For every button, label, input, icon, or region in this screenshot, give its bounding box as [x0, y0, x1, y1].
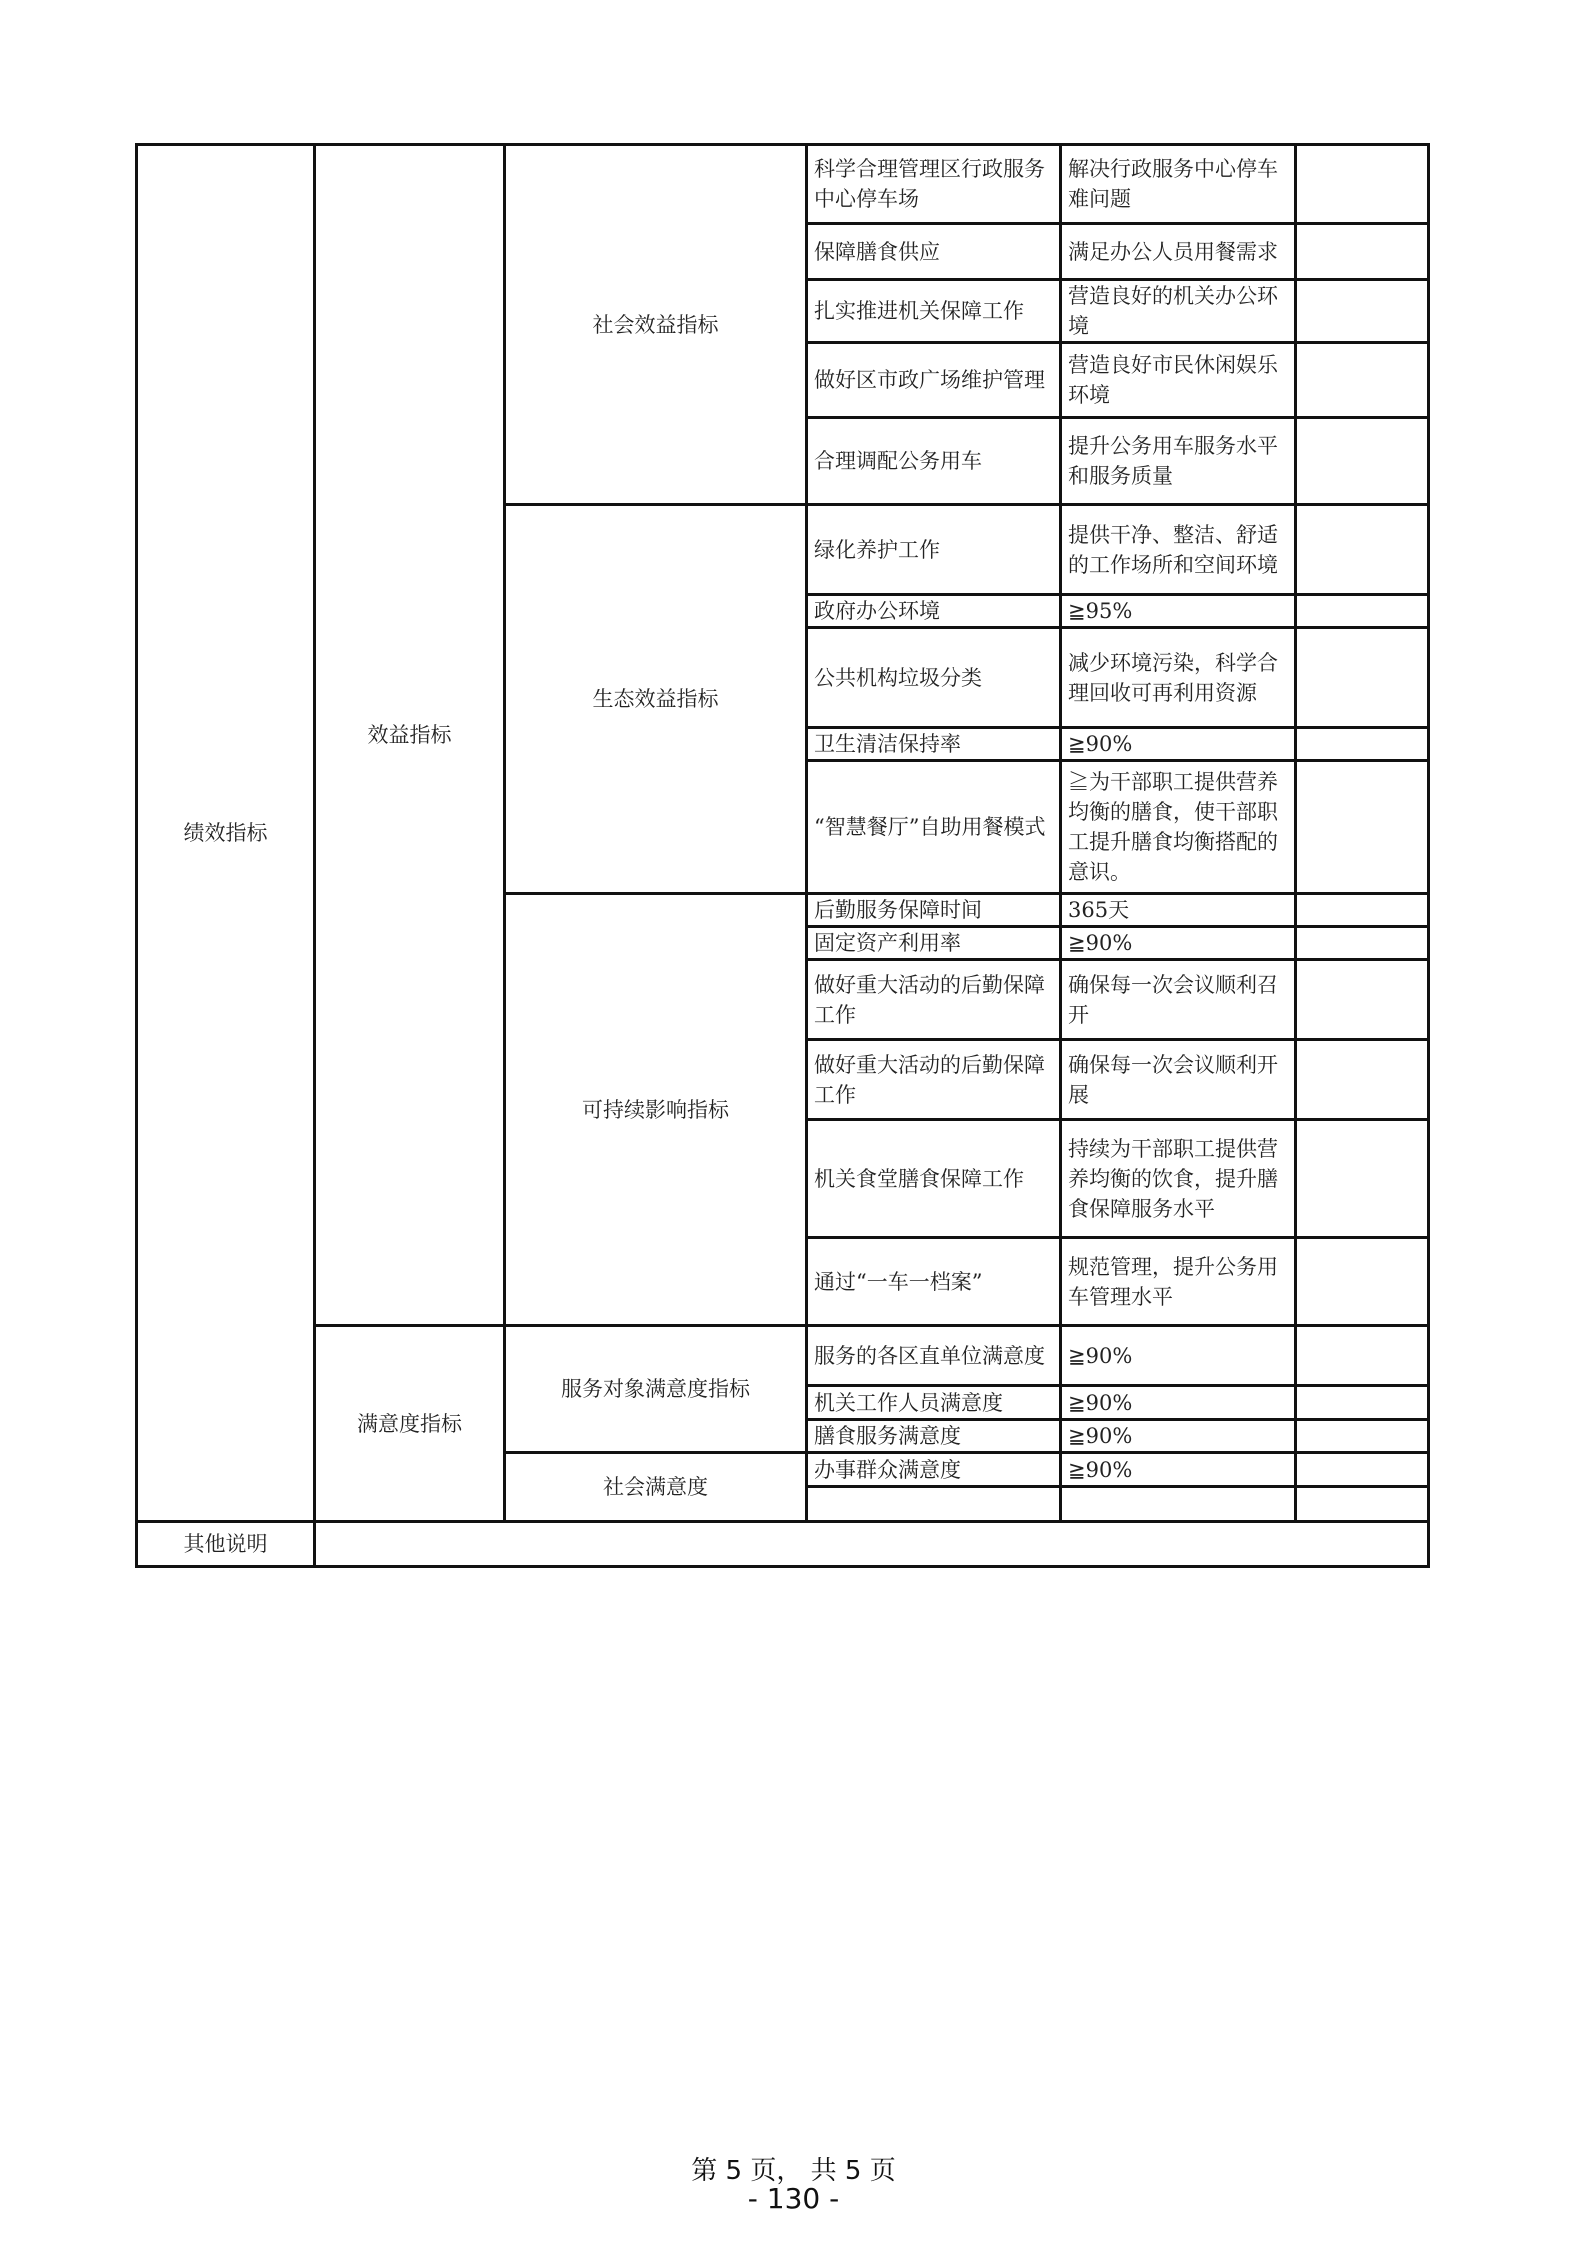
level2-cell-satisfaction: 满意度指标 — [315, 1326, 505, 1522]
indicator-cell: 科学合理管理区行政服务中心停车场 — [807, 145, 1061, 224]
value-cell: ≧95% — [1061, 595, 1296, 628]
value-cell: 满足办公人员用餐需求 — [1061, 224, 1296, 280]
value-cell: 365天 — [1061, 894, 1296, 927]
indicator-cell: 合理调配公务用车 — [807, 418, 1061, 505]
note-cell — [1296, 1487, 1429, 1522]
note-cell — [1296, 761, 1429, 894]
note-cell — [1296, 728, 1429, 761]
note-cell — [1296, 224, 1429, 280]
note-cell — [1296, 628, 1429, 728]
value-cell: ≧90% — [1061, 1453, 1296, 1487]
indicator-cell: 卫生清洁保持率 — [807, 728, 1061, 761]
indicator-cell: 保障膳食供应 — [807, 224, 1061, 280]
level3-cell-sustainable-impact: 可持续影响指标 — [505, 894, 807, 1326]
note-cell — [1296, 1040, 1429, 1120]
indicator-cell — [807, 1487, 1061, 1522]
value-cell: ≧90% — [1061, 728, 1296, 761]
level3-cell-service-target-satisfaction: 服务对象满意度指标 — [505, 1326, 807, 1453]
indicator-cell: 机关食堂膳食保障工作 — [807, 1120, 1061, 1238]
note-cell — [1296, 1386, 1429, 1420]
other-notes-value — [315, 1522, 1429, 1567]
other-notes-label: 其他说明 — [137, 1522, 315, 1567]
indicator-cell: 固定资产利用率 — [807, 927, 1061, 960]
value-cell: 确保每一次会议顺利召开 — [1061, 960, 1296, 1040]
level3-cell-social-satisfaction: 社会满意度 — [505, 1453, 807, 1522]
note-cell — [1296, 418, 1429, 505]
performance-indicator-table-container — [135, 143, 1430, 1568]
note-cell — [1296, 145, 1429, 224]
indicator-cell: 办事群众满意度 — [807, 1453, 1061, 1487]
table-row-other — [137, 1522, 1429, 1567]
note-cell — [1296, 1120, 1429, 1238]
note-cell — [1296, 595, 1429, 628]
value-cell: 提供干净、整洁、舒适的工作场所和空间环境 — [1061, 505, 1296, 595]
indicator-cell: 绿化养护工作 — [807, 505, 1061, 595]
indicator-cell: 公共机构垃圾分类 — [807, 628, 1061, 728]
indicator-cell: “智慧餐厅”自助用餐模式 — [807, 761, 1061, 894]
value-cell: 确保每一次会议顺利开展 — [1061, 1040, 1296, 1120]
indicator-cell: 做好重大活动的后勤保障工作 — [807, 1040, 1061, 1120]
page-number: - 130 - — [747, 2182, 840, 2215]
value-cell: ≧90% — [1061, 1420, 1296, 1453]
indicator-cell: 机关工作人员满意度 — [807, 1386, 1061, 1420]
value-cell: ≧为干部职工提供营养均衡的膳食，使干部职工提升膳食均衡搭配的意识。 — [1061, 761, 1296, 894]
note-cell — [1296, 505, 1429, 595]
note-cell — [1296, 1453, 1429, 1487]
note-cell — [1296, 1420, 1429, 1453]
value-cell: 减少环境污染，科学合理回收可再利用资源 — [1061, 628, 1296, 728]
note-cell — [1296, 343, 1429, 418]
value-cell: 持续为干部职工提供营养均衡的饮食，提升膳食保障服务水平 — [1061, 1120, 1296, 1238]
value-cell: ≧90% — [1061, 1386, 1296, 1420]
note-cell — [1296, 1326, 1429, 1386]
note-cell — [1296, 280, 1429, 343]
value-cell: 解决行政服务中心停车难问题 — [1061, 145, 1296, 224]
level2-cell-benefit: 效益指标 — [315, 145, 505, 1326]
indicator-cell: 政府办公环境 — [807, 595, 1061, 628]
level3-cell-eco-benefit: 生态效益指标 — [505, 505, 807, 894]
table-row — [137, 1326, 1429, 1386]
indicator-cell: 通过“一车一档案” — [807, 1238, 1061, 1326]
value-cell: 营造良好的机关办公环境 — [1061, 280, 1296, 343]
note-cell — [1296, 960, 1429, 1040]
value-cell — [1061, 1487, 1296, 1522]
indicator-cell: 膳食服务满意度 — [807, 1420, 1061, 1453]
indicator-cell: 做好重大活动的后勤保障工作 — [807, 960, 1061, 1040]
indicator-cell: 扎实推进机关保障工作 — [807, 280, 1061, 343]
value-cell: 提升公务用车服务水平和服务质量 — [1061, 418, 1296, 505]
value-cell: ≧90% — [1061, 927, 1296, 960]
value-cell: ≧90% — [1061, 1326, 1296, 1386]
value-cell: 营造良好市民休闲娱乐环境 — [1061, 343, 1296, 418]
note-cell — [1296, 927, 1429, 960]
indicator-cell: 服务的各区直单位满意度 — [807, 1326, 1061, 1386]
level1-cell: 绩效指标 — [137, 145, 315, 1522]
note-cell — [1296, 894, 1429, 927]
level3-cell-social-benefit: 社会效益指标 — [505, 145, 807, 505]
note-cell — [1296, 1238, 1429, 1326]
table-row — [137, 145, 1429, 224]
performance-indicator-table — [135, 143, 1430, 1568]
page-info: 第 5 页， 共 5 页 — [691, 2156, 896, 2186]
value-cell: 规范管理，提升公务用车管理水平 — [1061, 1238, 1296, 1326]
indicator-cell: 后勤服务保障时间 — [807, 894, 1061, 927]
indicator-cell: 做好区市政广场维护管理 — [807, 343, 1061, 418]
